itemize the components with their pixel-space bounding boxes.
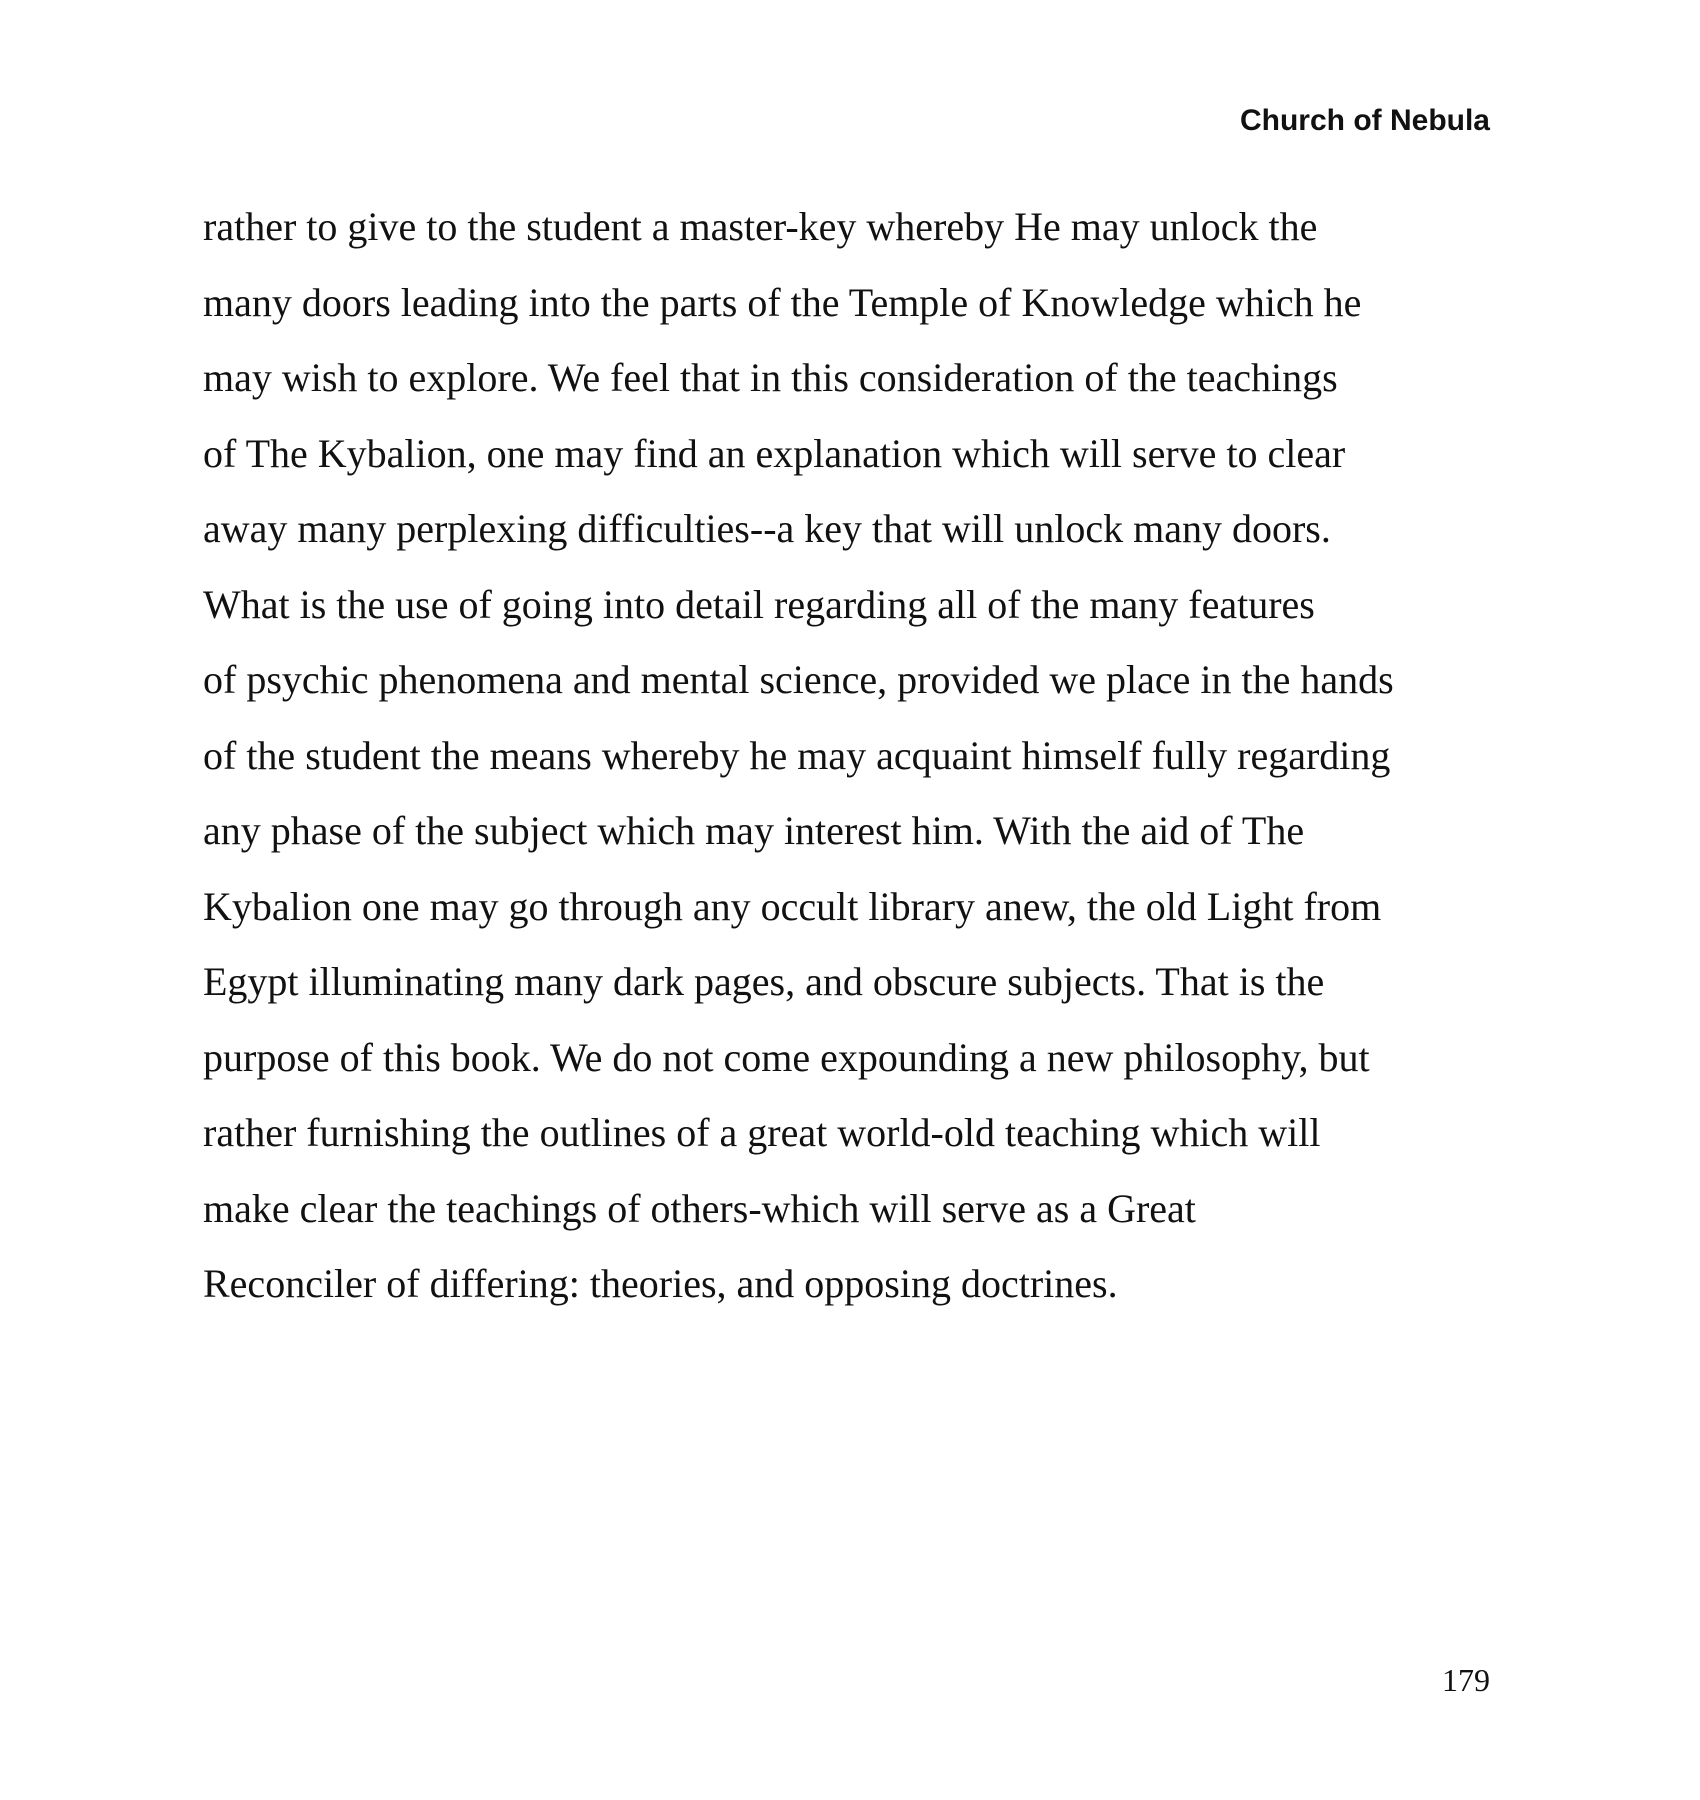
body-paragraph	[203, 189, 1523, 1322]
text-line: Kybalion one may go through any occult library anew, the old Light from	[203, 883, 1382, 929]
page-number: 179	[1442, 1662, 1490, 1698]
text-line: purpose of this book. We do not come expounding a new philosophy, but	[203, 1034, 1370, 1080]
text-line: of the student the means whereby he may acquaint himself fully regarding	[203, 732, 1391, 778]
text-line: Reconciler of differing: theories, and opposing doctrines.	[203, 1261, 1118, 1306]
text-line: away many perplexing difficulties--a key that will unlock many doors.	[203, 506, 1331, 551]
text-line: rather to give to the student a master-key whereby He may unlock the	[203, 204, 1318, 249]
text-line: of The Kybalion, one may find an explanation which will serve to clear	[203, 430, 1346, 476]
text-line: make clear the teachings of others-which will serve as a Great	[203, 1185, 1196, 1231]
text-line: may wish to explore. We feel that in this consideration of the teachings	[203, 355, 1338, 400]
text-line: What is the use of going into detail regarding all of the many features	[203, 581, 1315, 627]
text-line: any phase of the subject which may interest him. With the aid of The	[203, 808, 1305, 853]
text-line: of psychic phenomena and mental science, provided we place in the hands	[203, 657, 1394, 702]
text-line: rather furnishing the outlines of a great world-old teaching which will	[203, 1110, 1321, 1155]
text-line: Egypt illuminating many dark pages, and obscure subjects. That is the	[203, 959, 1325, 1004]
text-line: many doors leading into the parts of the Temple of Knowledge which he	[203, 279, 1362, 325]
running-header-title: Church of Nebula	[1239, 104, 1490, 137]
